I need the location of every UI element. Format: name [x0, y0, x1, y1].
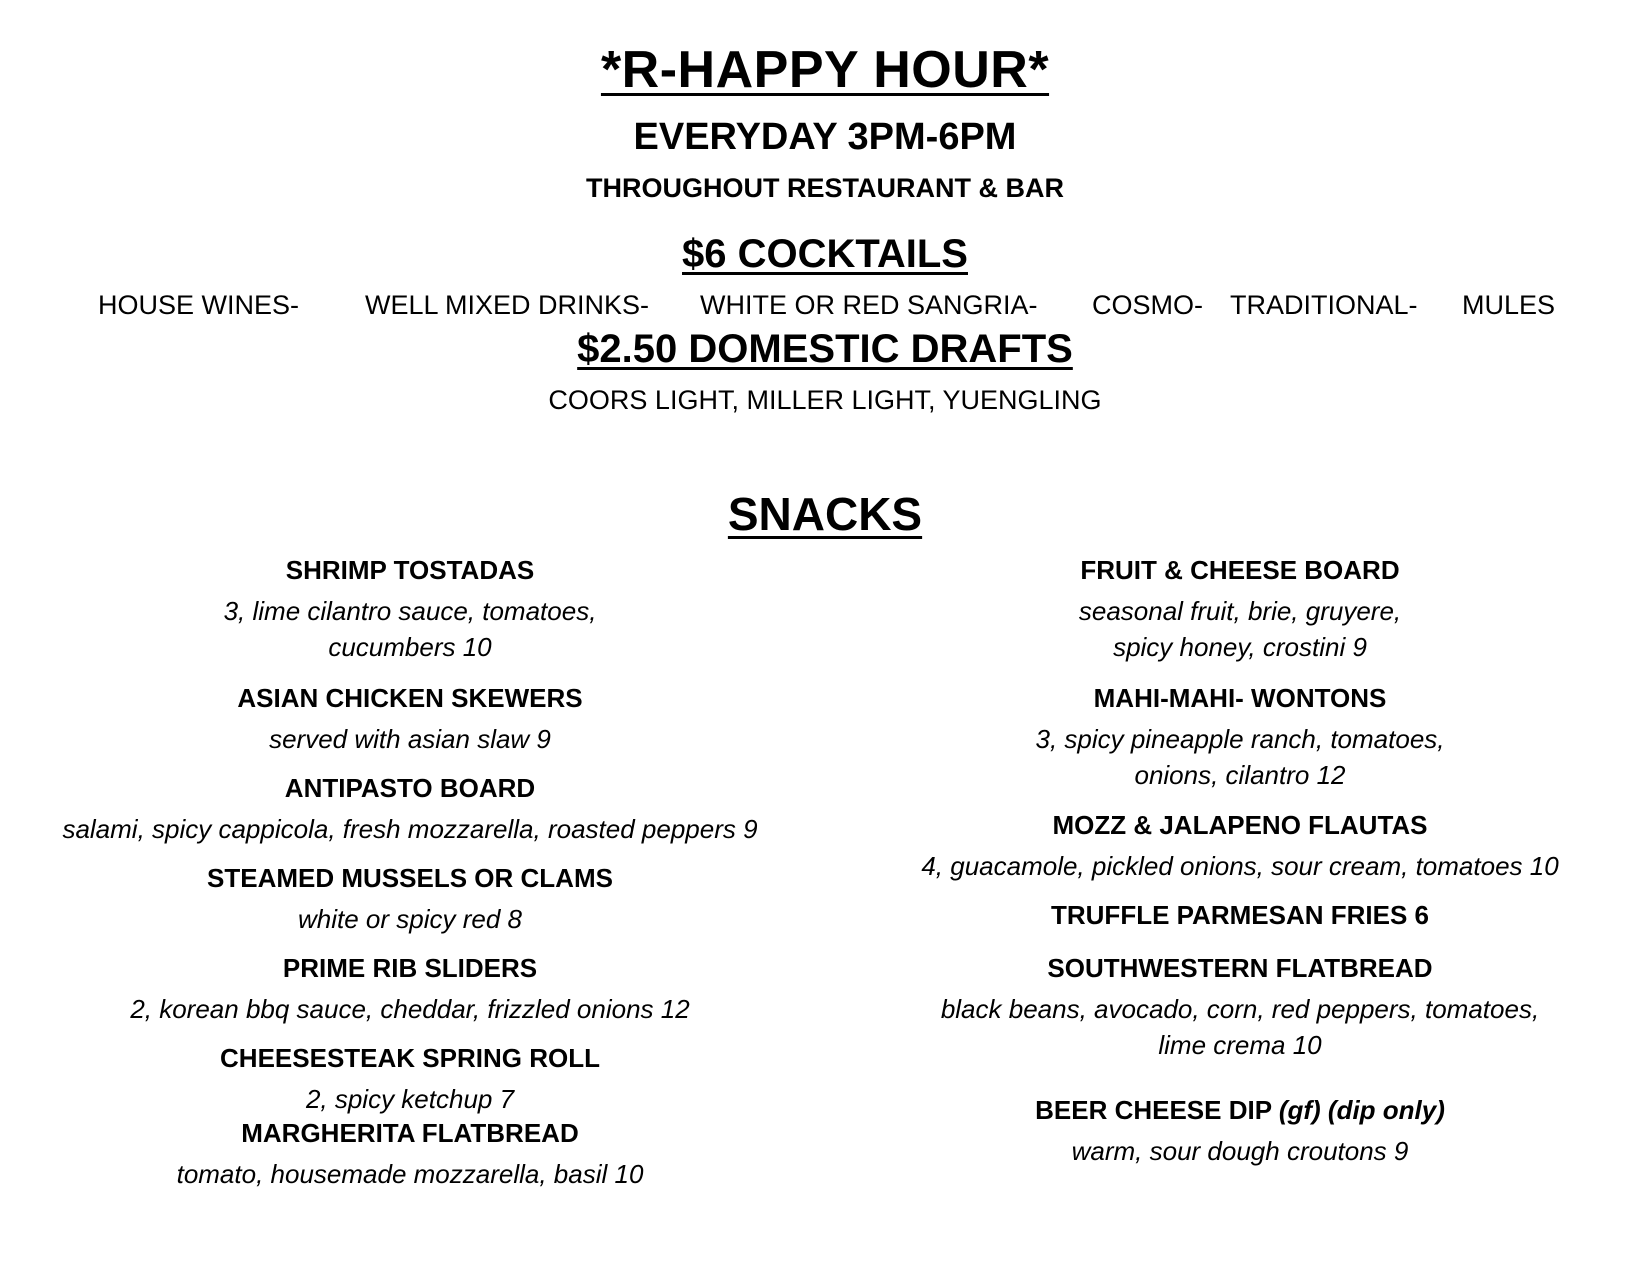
cocktail-item: WELL MIXED DRINKS- — [365, 290, 650, 320]
drafts-heading: $2.50 DOMESTIC DRAFTS — [577, 327, 1073, 371]
menu-item — [30, 555, 790, 665]
menu-item-description: served with asian slaw 9 — [269, 724, 551, 754]
menu-item — [30, 1043, 790, 1117]
menu-item-description: 2, korean bbq sauce, cheddar, frizzled onions 12 — [130, 994, 690, 1024]
menu-item-description: white or spicy red 8 — [298, 904, 522, 934]
cocktail-item: MULES — [1462, 290, 1556, 320]
menu-item-description: lime crema 10 — [1158, 1030, 1322, 1060]
cocktail-item: TRADITIONAL- — [1230, 290, 1418, 320]
happy-hour-schedule: EVERYDAY 3PM-6PM — [633, 116, 1017, 158]
menu-item-name: PRIME RIB SLIDERS — [282, 953, 538, 983]
snacks-heading: SNACKS — [727, 488, 923, 540]
menu-item — [850, 555, 1630, 665]
menu-item-name: MARGHERITA FLATBREAD — [241, 1118, 579, 1148]
menu-item-note: (gf) (dip only) — [1278, 1095, 1445, 1125]
menu-item-name: ANTIPASTO BOARD — [284, 773, 536, 803]
menu-item-description: 4, guacamole, pickled onions, sour cream, tomatoes 10 — [921, 851, 1559, 881]
menu-item-name: STEAMED MUSSELS OR CLAMS — [207, 863, 613, 893]
menu-item-name-row — [850, 1095, 1630, 1126]
menu-item-description: 3, spicy pineapple ranch, tomatoes, — [1035, 724, 1445, 754]
menu-item-description: warm, sour dough croutons 9 — [1071, 1136, 1409, 1166]
menu-item — [30, 773, 790, 847]
menu-item-description: 3, lime cilantro sauce, tomatoes, — [223, 596, 597, 626]
drafts-list: COORS LIGHT, MILLER LIGHT, YUENGLING — [548, 385, 1102, 415]
menu-item-name: BEER CHEESE DIP — [1035, 1095, 1272, 1125]
cocktail-item: WHITE OR RED SANGRIA- — [700, 290, 1038, 320]
menu-item-description: 2, spicy ketchup 7 — [305, 1084, 515, 1114]
menu-item — [850, 953, 1630, 1063]
cocktail-item: COSMO- — [1092, 290, 1203, 320]
menu-item — [30, 953, 790, 1027]
menu-item-description: salami, spicy cappicola, fresh mozzarella, roasted peppers 9 — [62, 814, 758, 844]
menu-item-name: SHRIMP TOSTADAS — [285, 555, 535, 585]
menu-item — [30, 863, 790, 937]
menu-item-name: TRUFFLE PARMESAN FRIES 6 — [1051, 900, 1429, 930]
menu-item-name: FRUIT & CHEESE BOARD — [1080, 555, 1400, 585]
cocktail-list — [0, 290, 1650, 326]
menu-item — [850, 810, 1630, 884]
cocktails-heading: $6 COCKTAILS — [682, 232, 968, 276]
menu-item-name: CHEESESTEAK SPRING ROLL — [220, 1043, 600, 1073]
menu-item-name: ASIAN CHICKEN SKEWERS — [237, 683, 583, 713]
menu-item-description: seasonal fruit, brie, gruyere, — [1078, 596, 1402, 626]
cocktail-item: HOUSE WINES- — [98, 290, 300, 320]
menu-item-description: tomato, housemade mozzarella, basil 10 — [176, 1159, 644, 1189]
menu-item — [850, 900, 1630, 936]
menu-item-description: black beans, avocado, corn, red peppers, tomatoes, — [940, 994, 1540, 1024]
menu-item — [30, 683, 790, 757]
menu-item-name: MAHI-MAHI- WONTONS — [1093, 683, 1387, 713]
menu-item-description: cucumbers 10 — [328, 632, 492, 662]
menu-item-description: onions, cilantro 12 — [1134, 760, 1346, 790]
menu-item-description: spicy honey, crostini 9 — [1113, 632, 1367, 662]
menu-item — [850, 683, 1630, 793]
happy-hour-location: THROUGHOUT RESTAURANT & BAR — [586, 173, 1064, 203]
menu-item — [850, 1095, 1630, 1169]
menu-item-name: SOUTHWESTERN FLATBREAD — [1047, 953, 1433, 983]
menu-title: *R-HAPPY HOUR* — [600, 41, 1050, 99]
menu-item — [30, 1118, 790, 1192]
menu-item-name: MOZZ & JALAPENO FLAUTAS — [1052, 810, 1428, 840]
